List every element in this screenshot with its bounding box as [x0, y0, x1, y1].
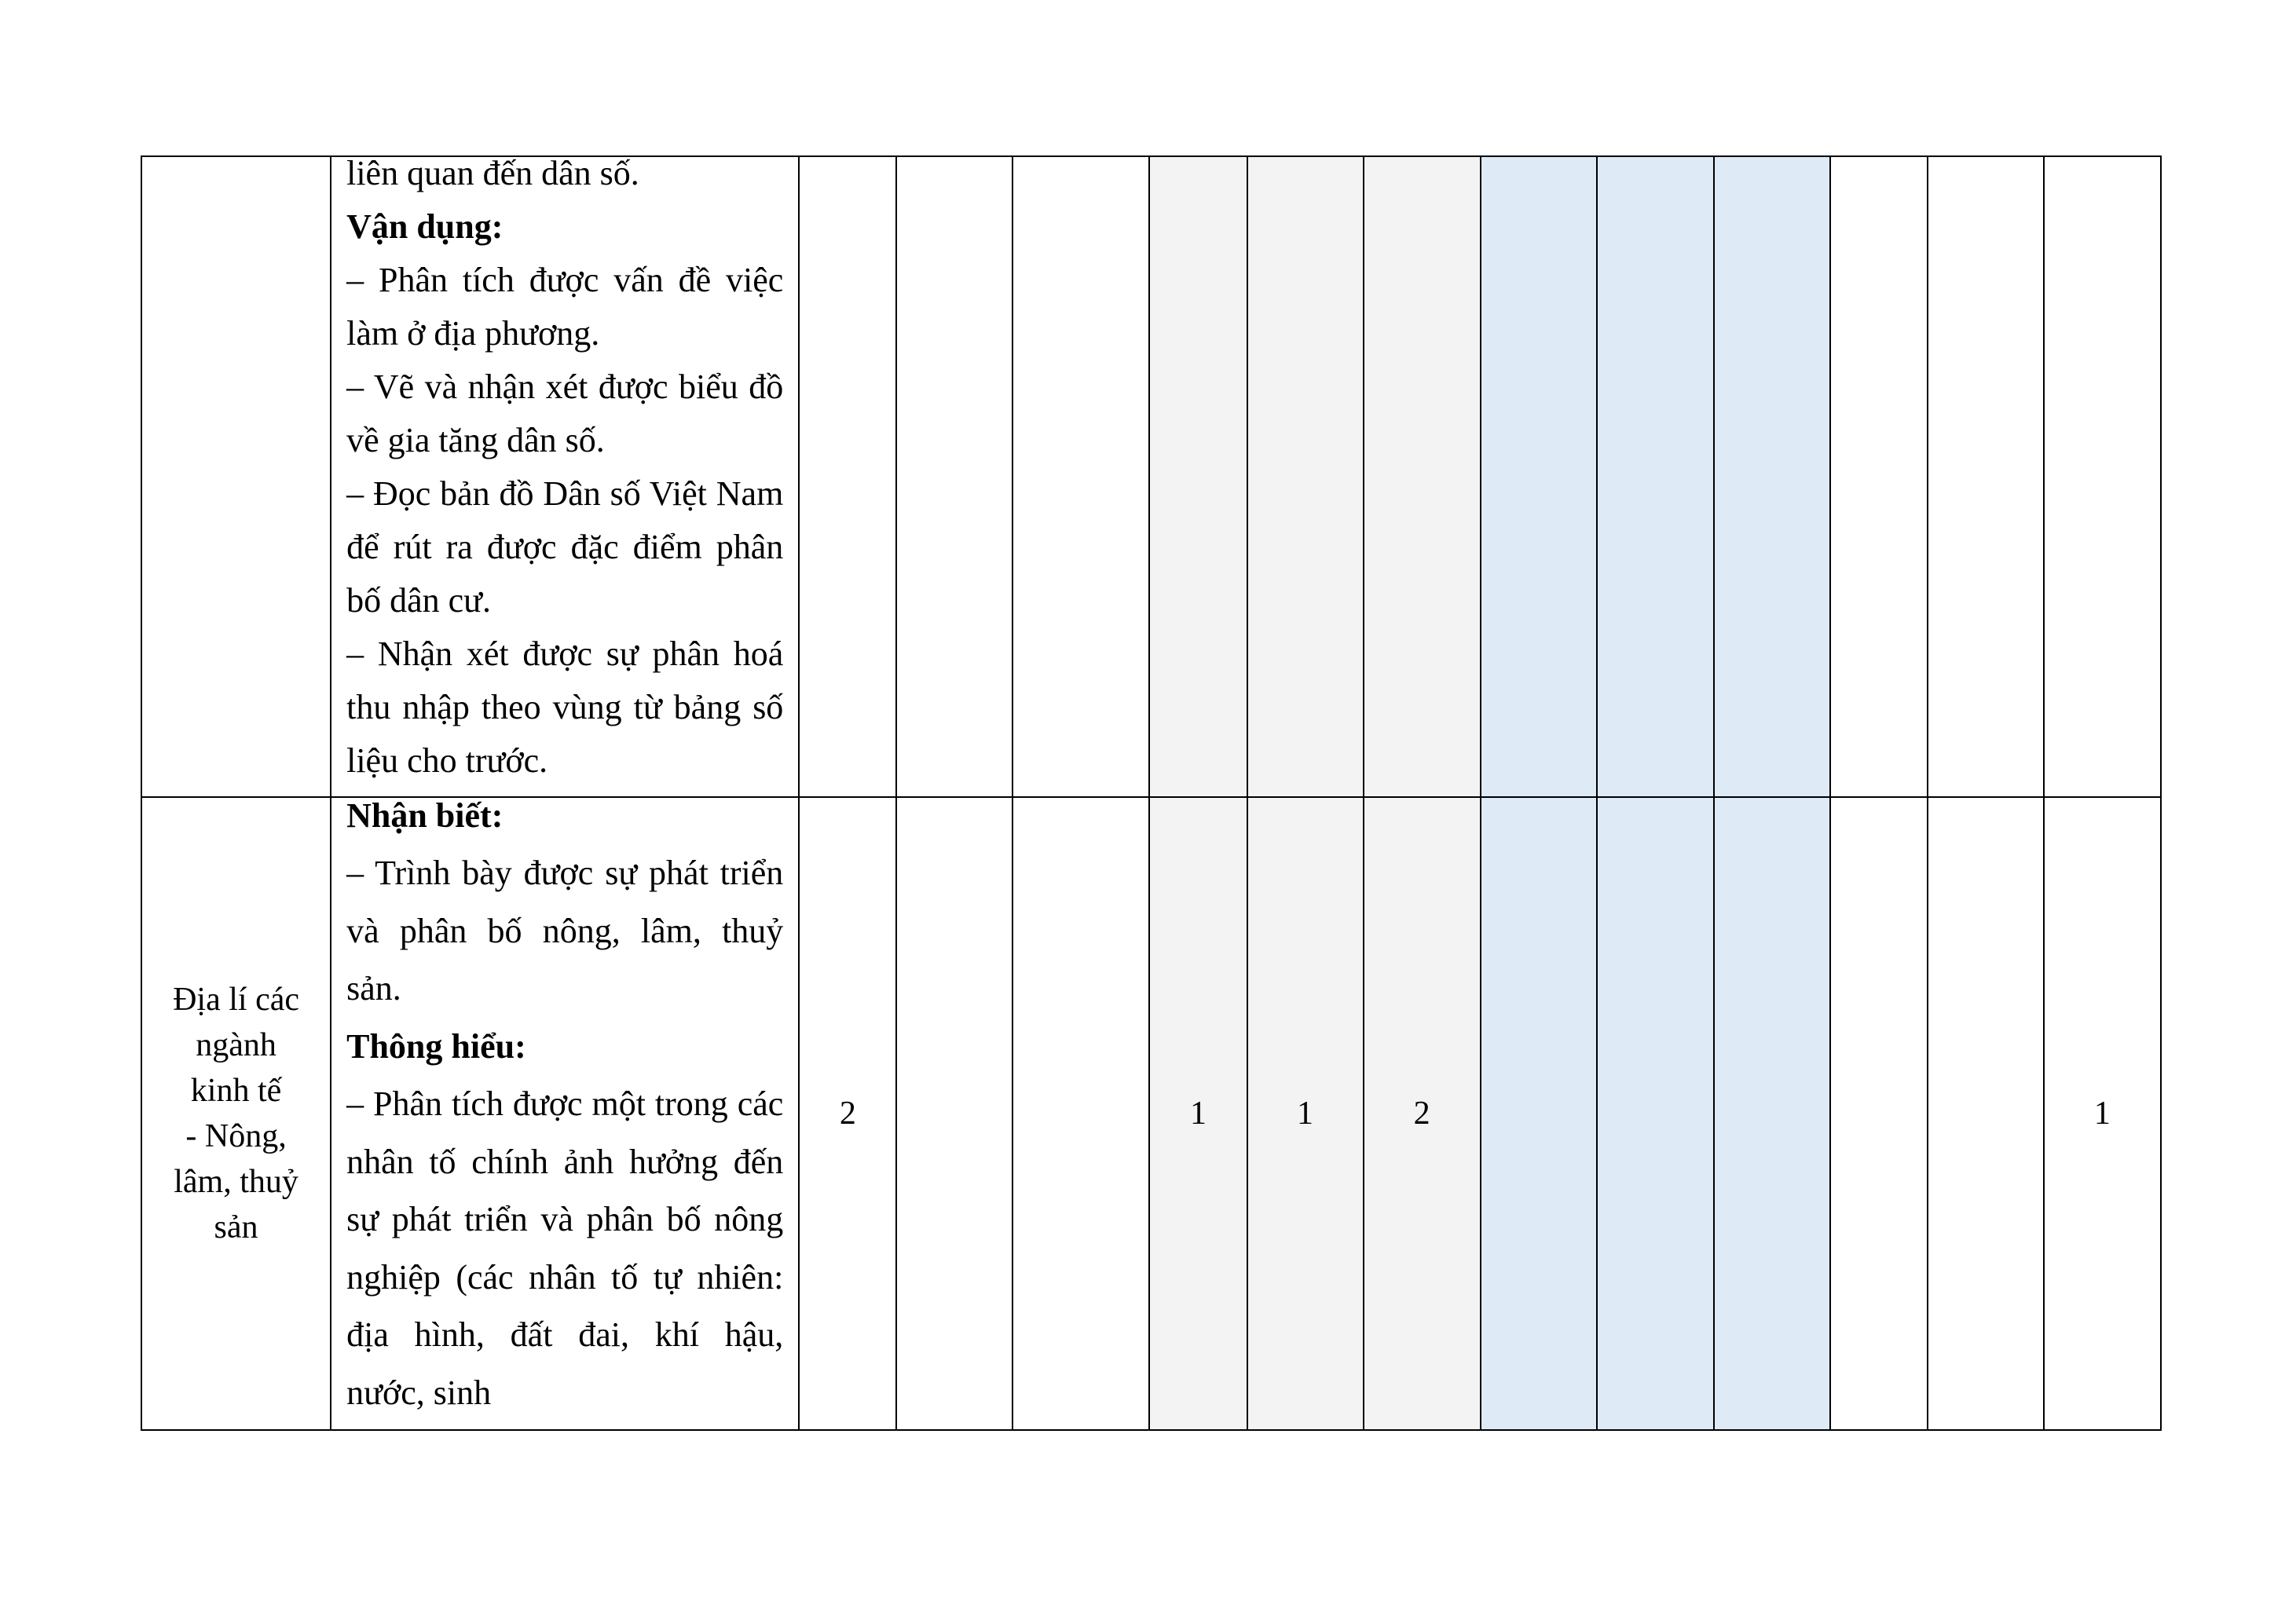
count-cell	[896, 156, 1013, 797]
level-heading: Thông hiểu:	[346, 1026, 526, 1066]
assessment-matrix-table	[141, 155, 2162, 1431]
table-row	[141, 797, 2161, 1430]
topic-line: - Nông,	[185, 1118, 287, 1154]
count-cell	[1247, 156, 1364, 797]
count-cell	[1714, 156, 1830, 797]
count-cell	[1013, 797, 1149, 1430]
requirement-line: – Đọc bản đồ Dân số Việt Nam để rút ra được đặc điểm phân bố dân cư.	[346, 474, 784, 620]
count-cell	[1481, 797, 1597, 1430]
topic-line: Địa lí các	[173, 982, 299, 1018]
requirement-line: liên quan đến dân số.	[346, 154, 639, 192]
requirement-line: – Trình bày được sự phát triển và phân bố nông, lâm, thuỷ sản.	[346, 854, 784, 1008]
requirement-cell	[331, 156, 799, 797]
requirement-line: – Phân tích được vấn đề việc làm ở địa phương.	[346, 261, 784, 353]
topic-line: lâm, thuỷ	[174, 1164, 298, 1200]
topic-line: kinh tế	[190, 1073, 282, 1109]
count-cell	[1481, 156, 1597, 797]
count-cell	[1830, 797, 1928, 1430]
requirement-line: – Nhận xét được sự phân hoá thu nhập theo vùng từ bảng số liệu cho trước.	[346, 635, 784, 780]
count-cell	[1830, 156, 1928, 797]
requirement-line: – Phân tích được một trong các nhân tố chính ảnh hưởng đến sự phát triển và phân bố nông nghiệp (các nhân tố tự nhiên: địa hình, đất đai, khí hậu, nước, sinh	[346, 1084, 784, 1412]
table-row	[141, 156, 2161, 797]
level-heading: Vận dụng:	[346, 207, 504, 246]
count-cell: 2	[799, 797, 896, 1430]
count-cell	[1597, 797, 1714, 1430]
count-cell	[896, 797, 1013, 1430]
count-cell	[1013, 156, 1149, 797]
topic-line: sản	[214, 1209, 258, 1245]
count-cell: 1	[1149, 797, 1247, 1430]
level-heading: Nhận biết:	[346, 796, 504, 835]
count-cell	[1597, 156, 1714, 797]
count-cell	[1364, 156, 1481, 797]
topic-cell	[141, 797, 331, 1430]
count-cell: 1	[1247, 797, 1364, 1430]
count-cell: 1	[2044, 797, 2161, 1430]
requirement-line: – Vẽ và nhận xét được biểu đồ về gia tăng dân số.	[346, 368, 784, 459]
count-cell	[1928, 797, 2044, 1430]
count-cell	[2044, 156, 2161, 797]
topic-cell	[141, 156, 331, 797]
count-cell	[1928, 156, 2044, 797]
count-cell: 2	[1364, 797, 1481, 1430]
requirement-cell	[331, 797, 799, 1430]
topic-line: ngành	[196, 1027, 276, 1063]
count-cell	[1714, 797, 1830, 1430]
count-cell	[799, 156, 896, 797]
count-cell	[1149, 156, 1247, 797]
